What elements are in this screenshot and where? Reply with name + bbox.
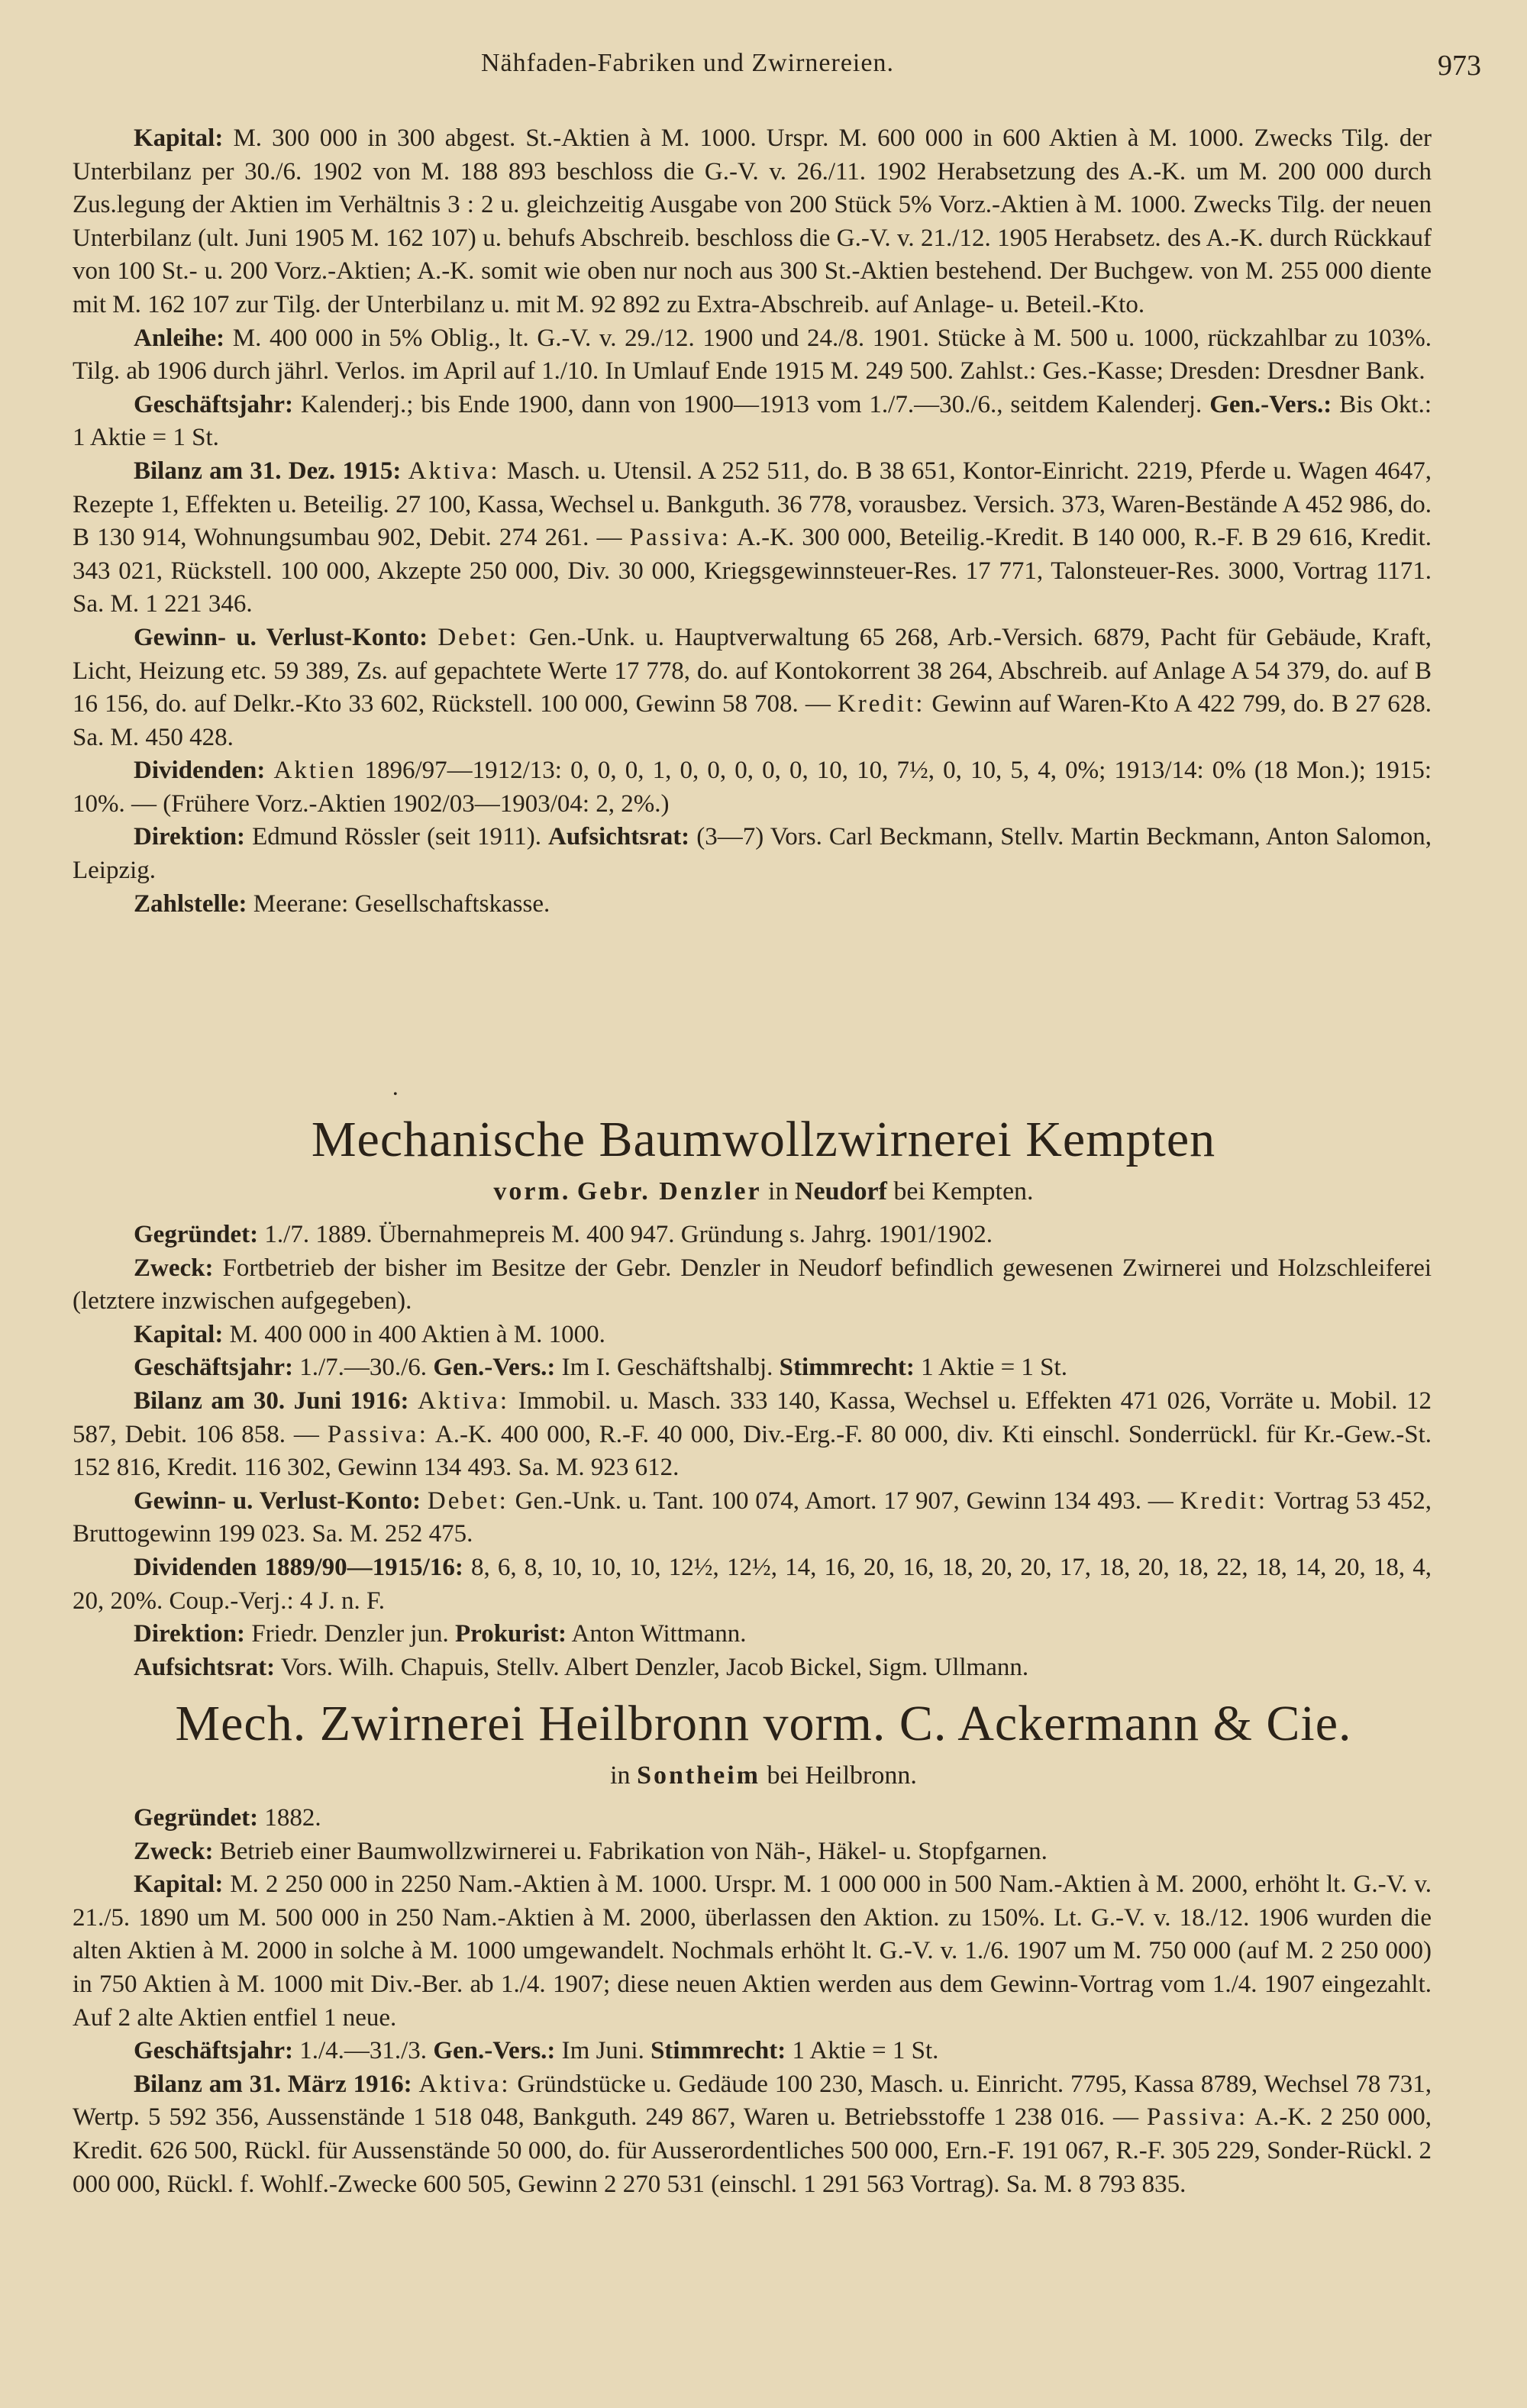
dividenden-paragraph xyxy=(73,1551,1432,1618)
text: 1896/97—1912/13: 0, 0, 0, 1, 0, 0, 0, 0, 0, 10, 10, 7½, 0, 10, 5, 4, 0%; 1913/14: 0% (18 Mon.); 1915: 10%. — (Frühere Vorz.-Aktien 1902/03—1903/04: 2, 2%.) xyxy=(73,757,1432,818)
section-continued-entry xyxy=(73,122,1432,921)
aktiva-label: Aktiva: xyxy=(408,457,500,485)
kredit-label: Kredit: xyxy=(1180,1486,1268,1515)
geschaeftsjahr-paragraph xyxy=(73,1351,1432,1385)
anleihe-paragraph xyxy=(73,322,1432,389)
bilanz-paragraph xyxy=(73,455,1432,621)
direktion-paragraph xyxy=(73,821,1432,887)
gegruendet-paragraph xyxy=(73,1219,1432,1252)
text: Vors. Wilh. Chapuis, Stellv. Albert Denzler, Jacob Bickel, Sigm. Ullmann. xyxy=(280,1653,1029,1681)
rest-text: bei Kempten. xyxy=(893,1177,1034,1206)
text: A.-K. 400 000, R.-F. 40 000, Div.-Erg.-F. 80 000, div. Kti einschl. Sonderrückl. für Kr.-Gew.-St. 152 816, Kredit. 116 302, Gewinn 134 493. Sa. M. 923 612. xyxy=(73,1420,1432,1482)
label: Geschäftsjahr: xyxy=(134,1354,293,1382)
direktion-paragraph xyxy=(73,1618,1432,1651)
debet-label: Debet: xyxy=(427,1486,508,1515)
in-label: in xyxy=(610,1761,631,1790)
label: Geschäftsjahr: xyxy=(134,390,293,418)
bilanz-paragraph xyxy=(73,2068,1432,2201)
label: Prokurist: xyxy=(455,1620,567,1648)
text: Gen.-Unk. u. Tant. 100 074, Amort. 17 907, Gewinn 134 493. — xyxy=(515,1486,1173,1515)
label: Anleihe: xyxy=(134,324,225,352)
text: Fortbetrieb der bisher im Besitze der Gebr. Denzler in Neudorf befindlich gewesenen Zwirnerei und Holzschleiferei (letztere inzwischen aufgegeben). xyxy=(73,1254,1432,1315)
label: Gewinn- u. Verlust-Konto: xyxy=(134,1486,421,1515)
text: Friedr. Denzler jun. xyxy=(251,1620,449,1648)
geschaeftsjahr-paragraph xyxy=(73,2035,1432,2068)
text: 8, 6, 8, 10, 10, 10, 12½, 12½, 14, 16, 20, 16, 18, 20, 20, 17, 18, 20, 18, 22, 18, 14, 20, 18, 4, 20, 20%. Coup.-Verj.: 4 J. n. F. xyxy=(73,1553,1432,1615)
zweck-paragraph xyxy=(73,1835,1432,1869)
label: Aufsichtsrat: xyxy=(134,1653,276,1681)
text: 1./4.—31./3. xyxy=(299,2037,428,2065)
label: Direktion: xyxy=(134,823,246,851)
geschaeftsjahr-paragraph xyxy=(73,389,1432,455)
text: 1./7.—30./6. xyxy=(299,1354,428,1382)
label: Stimmrecht: xyxy=(651,2037,786,2065)
text: M. 2 250 000 in 2250 Nam.-Aktien à M. 1000. Urspr. M. 1 000 000 in 500 Nam.-Aktien à M. 2000, erhöht lt. G.-V. v. 21./5. 1890 um M. 500 000 in 250 Nam.-Aktien à M. 2000, überlassen den Aktion. zu 150%. Lt. G.-V. v. 18./12. 1906 wurden die alten Aktien à M. 2000 in solche à M. 1000 umgewandelt. Nochmals erhöht lt. G.-V. v. 1./6. 1907 um M. 750 000 (auf M. 2 250 000) in 750 Aktien à M. 1000 mit Div.-Ber. ab 1./4. 1907; diese neuen Aktien werden aus dem Gewinn-Vortrag vom 1./4. 1907 eingezahlt. Auf 2 alte Aktien entfiel 1 neue. xyxy=(73,1871,1432,2032)
text: Vortrag 53 452, Bruttogewinn 199 023. Sa. M. 252 475. xyxy=(73,1486,1432,1548)
label: Dividenden 1889/90—1915/16: xyxy=(134,1553,463,1581)
firm-name: Gebr. Denzler xyxy=(576,1177,762,1206)
text: Gewinn auf Waren-Kto A 422 799, do. B 27 628. Sa. M. 450 428. xyxy=(73,690,1432,751)
text: 1882. xyxy=(264,1804,321,1832)
label: Gen.-Vers.: xyxy=(433,2037,556,2065)
label: Zweck: xyxy=(134,1254,214,1282)
guv-paragraph xyxy=(73,1485,1432,1551)
text: Meerane: Gesellschaftskasse. xyxy=(253,889,550,918)
label: Geschäftsjahr: xyxy=(134,2037,293,2065)
label: Gegründet: xyxy=(134,1221,259,1248)
text: A.-K. 300 000, Beteilig.-Kredit. B 140 000, R.-F. B 29 616, Kredit. 343 021, Rückstell. 100 000, Akzepte 250 000, Div. 30 000, Kriegsgewinnsteuer-Res. 17 771, Talonsteuer-Res. 3000, Vortrag 1171. Sa. M. 1 221 346. xyxy=(73,524,1432,618)
bullet-mark: • xyxy=(393,1088,398,1101)
company-subtitle-kempten xyxy=(0,1177,1527,1206)
guv-paragraph xyxy=(73,621,1432,754)
aktiva-label: Aktiva: xyxy=(418,1386,510,1415)
text: Betrieb einer Baumwollzwirnerei u. Fabrikation von Näh-, Häkel- u. Stopfgarnen. xyxy=(219,1837,1048,1865)
text: Anton Wittmann. xyxy=(571,1620,747,1648)
label: Kapital: xyxy=(134,1320,224,1348)
text: 1 Aktie = 1 St. xyxy=(792,2037,939,2065)
text: 1./7. 1889. Übernahmepreis M. 400 947. Gründung s. Jahrg. 1901/1902. xyxy=(264,1221,993,1248)
text: Masch. u. Utensil. A 252 511, do. B 38 651, Kontor-Einricht. 2219, Pferde u. Wagen 4647, Rezepte 1, Effekten u. Beteilig. 27 100, Kassa, Wechsel u. Bankguth. 36 778, vorausbez. Versich. 373, Waren-Bestände A 452 986, do. B 130 914, Wohnungsumbau 902, Debit. 274 261. — xyxy=(73,457,1432,552)
text: Bis Okt.: 1 Aktie = 1 St. xyxy=(73,390,1432,452)
section-kempten xyxy=(73,1219,1432,1684)
label: Bilanz am 31. März 1916: xyxy=(134,2070,412,2098)
passiva-label: Passiva: xyxy=(327,1420,428,1448)
company-title-kempten: Mechanische Baumwollzwirnerei Kempten xyxy=(311,1112,1216,1167)
label: Dividenden: xyxy=(134,757,266,785)
text: Gründstücke u. Gedäude 100 230, Masch. u. Einricht. 7795, Kassa 8789, Wechsel 78 731, Wertp. 5 592 356, Aussenstände 1 518 048, Bankguth. 249 867, Waren u. Betriebsstoffe 1 238 016. — xyxy=(73,2070,1432,2132)
text: A.-K. 2 250 000, Kredit. 626 500, Rückl. für Aussenstände 50 000, do. für Ausserordentliches 500 000, Ern.-F. 191 067, R.-F. 305 229, Sonder-Rückl. 2 000 000, Rückl. f. Wohlf.-Zwecke 600 505, Gewinn 2 270 531 (einschl. 1 291 563 Vortrag). Sa. M. 8 793 835. xyxy=(73,2103,1432,2198)
kredit-label: Kredit: xyxy=(837,690,925,718)
text: Immobil. u. Masch. 333 140, Kassa, Wechsel u. Effekten 471 026, Vorräte u. Mobil. 12 587, Debit. 106 858. — xyxy=(73,1386,1432,1448)
label: Aufsichtsrat: xyxy=(548,823,690,851)
label: Kapital: xyxy=(134,1871,224,1899)
text: M. 400 000 in 400 Aktien à M. 1000. xyxy=(229,1320,605,1348)
text: (3—7) Vors. Carl Beckmann, Stellv. Martin Beckmann, Anton Salomon, Leipzig. xyxy=(73,823,1432,885)
text: Im I. Geschäftshalbj. xyxy=(561,1354,773,1382)
label: Bilanz am 30. Juni 1916: xyxy=(134,1386,409,1415)
text: Kalenderj.; bis Ende 1900, dann von 1900—1913 vom 1./7.—30./6., seitdem Kalenderj. xyxy=(300,390,1203,418)
passiva-label: Passiva: xyxy=(1146,2103,1248,2132)
kapital-paragraph xyxy=(73,1868,1432,2035)
text: Gen.-Unk. u. Hauptverwaltung 65 268, Arb.-Versich. 6879, Pacht für Gebäude, Kraft, Licht, Heizung etc. 59 389, Zs. auf gepachtete Werte 17 778, do. auf Kontokorrent 38 264, Abschreib. auf Anlage A 54 379, do. auf B 16 156, do. auf Delkr.-Kto 33 602, Rückstell. 100 000, Gewinn 58 708. — xyxy=(73,623,1432,718)
kapital-paragraph xyxy=(73,1319,1432,1352)
text: M. 300 000 in 300 abgest. St.-Aktien à M. 1000. Urspr. M. 600 000 in 600 Aktien à M. 1000. Zwecks Tilg. der Unterbilanz per 30./6. 1902 von M. 188 893 beschloss die G.-V. v. 26./11. 1902 Herabsetzung des A.-K. um M. 200 000 durch Zus.legung der Aktien im Verhältnis 3 : 2 u. gleichzeitig Ausgabe von 200 Stück 5% Vorz.-Aktien à M. 1000. Zwecks Tilg. der neuen Unterbilanz (ult. Juni 1905 M. 162 107) u. behufs Abschreib. beschloss die G.-V. v. 21./12. 1905 Herabsetz. des A.-K. durch Rückkauf von 100 St.- u. 200 Vorz.-Aktien; A.-K. somit wie oben nur noch aus 300 St.-Aktien bestehend. Der Buchgew. von M. 255 000 diente mit M. 162 107 zur Tilg. der Unterbilanz u. mit M. 92 892 zu Extra-Abschreib. auf Anlage- u. Beteil.-Kto. xyxy=(73,124,1432,318)
text: Edmund Rössler (seit 1911). xyxy=(252,823,541,851)
label: Bilanz am 31. Dez. 1915: xyxy=(134,457,402,485)
text: Im Juni. xyxy=(561,2037,644,2065)
label: Gen.-Vers.: xyxy=(433,1354,556,1382)
company-title-heilbronn: Mech. Zwirnerei Heilbronn vorm. C. Ackermann & Cie. xyxy=(175,1696,1352,1751)
kapital-paragraph xyxy=(73,122,1432,322)
rest-text: bei Heilbronn. xyxy=(767,1761,917,1790)
running-header: Nähfaden-Fabriken und Zwirnereien. xyxy=(481,49,894,77)
text: M. 400 000 in 5% Oblig., lt. G.-V. v. 29./12. 1900 und 24./8. 1901. Stücke à M. 500 u. 1000, rückzahlbar zu 103%. Tilg. ab 1906 durch jährl. Verlos. im April auf 1./10. In Umlauf Ende 1915 M. 249 500. Zahlst.: Ges.-Kasse; Dresden: Dresdner Bank. xyxy=(73,324,1432,386)
bilanz-paragraph xyxy=(73,1385,1432,1485)
label: Direktion: xyxy=(134,1620,246,1648)
gegruendet-paragraph xyxy=(73,1802,1432,1835)
in-label: in xyxy=(768,1177,789,1206)
zahlstelle-paragraph xyxy=(73,888,1432,922)
section-heilbronn xyxy=(73,1802,1432,2201)
aktiva-label: Aktiva: xyxy=(418,2070,511,2098)
vorm-label: vorm. xyxy=(493,1177,571,1206)
label: Zweck: xyxy=(134,1837,214,1865)
label: Stimmrecht: xyxy=(779,1354,915,1382)
label: Zahlstelle: xyxy=(134,889,247,918)
label: Gegründet: xyxy=(134,1804,259,1832)
label: Kapital: xyxy=(134,124,224,152)
debet-label: Debet: xyxy=(437,623,519,651)
passiva-label: Passiva: xyxy=(629,524,731,552)
aktien-label: Aktien xyxy=(273,757,357,785)
company-subtitle-heilbronn xyxy=(0,1761,1527,1790)
place-name: Neudorf xyxy=(795,1177,887,1206)
text: 1 Aktie = 1 St. xyxy=(921,1354,1067,1382)
aufsichtsrat-paragraph xyxy=(73,1651,1432,1685)
dividenden-paragraph xyxy=(73,754,1432,821)
zweck-paragraph xyxy=(73,1252,1432,1319)
place-name: Sontheim xyxy=(637,1761,760,1790)
page-number: 973 xyxy=(1438,50,1481,82)
label: Gen.-Vers.: xyxy=(1209,390,1332,418)
label: Gewinn- u. Verlust-Konto: xyxy=(134,623,428,651)
